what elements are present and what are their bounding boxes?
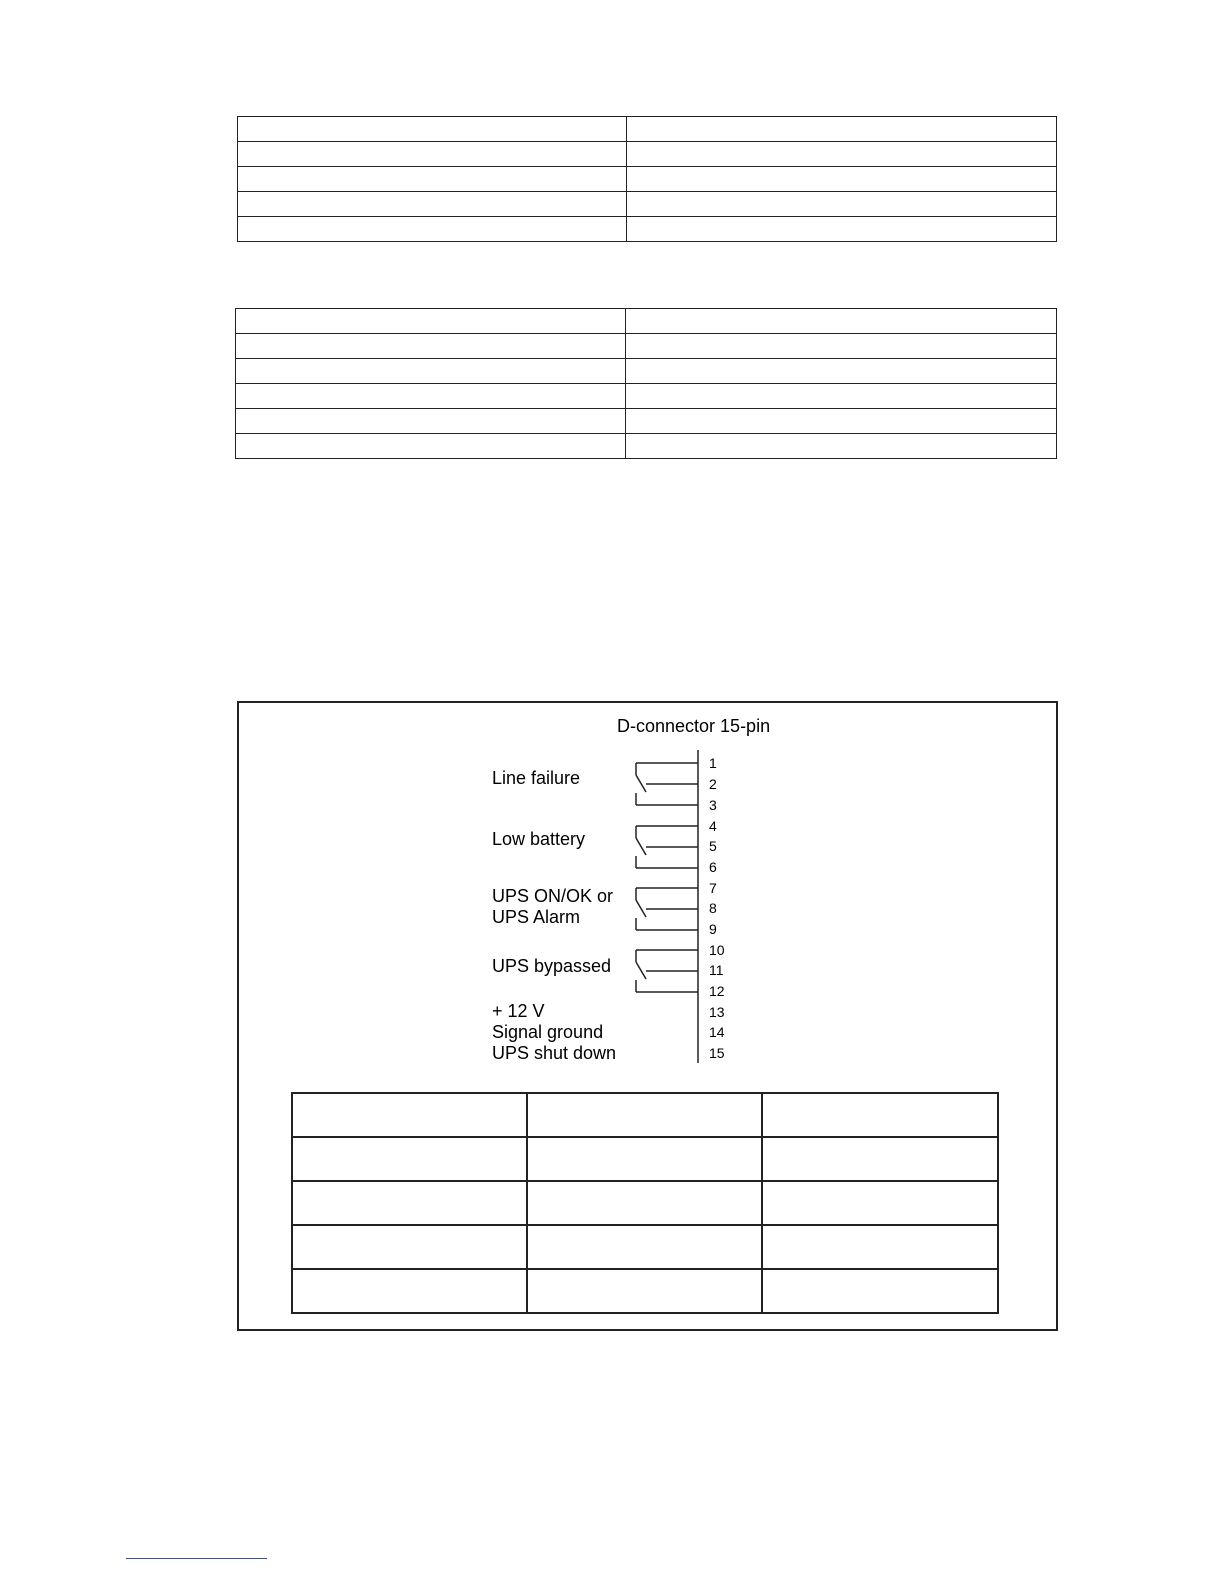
relay-contact-low-battery [636, 826, 698, 868]
table-row [292, 1269, 998, 1313]
relay-contact-line-failure [636, 763, 698, 805]
relay-contact-ups-bypassed [636, 950, 698, 992]
pin-number: 9 [709, 921, 717, 937]
pin-number: 13 [709, 1004, 725, 1020]
pin-number: 3 [709, 797, 717, 813]
diagram-title: D-connector 15-pin [617, 716, 771, 736]
pin-number: 11 [709, 962, 724, 978]
label-line-failure: Line failure [492, 768, 581, 788]
table-3 [291, 1092, 999, 1314]
pin-number: 8 [709, 900, 717, 916]
pin-number: 10 [709, 942, 725, 958]
pin-number: 7 [709, 880, 717, 896]
pin-number: 1 [709, 755, 717, 771]
pin-number: 6 [709, 859, 717, 875]
pin-number: 4 [709, 818, 717, 834]
label-ups-alarm: UPS Alarm [492, 907, 581, 927]
pin-number: 12 [709, 983, 725, 999]
table-row [292, 1181, 998, 1225]
pin-number: 2 [709, 776, 717, 792]
label-ups-shut-down: UPS shut down [492, 1043, 617, 1063]
pin-number: 15 [709, 1045, 725, 1061]
label-ups-on-ok: UPS ON/OK or [492, 886, 614, 906]
label-signal-ground: Signal ground [492, 1022, 604, 1042]
table-row [292, 1093, 998, 1137]
pin-number: 14 [709, 1024, 725, 1040]
pin-number: 5 [709, 838, 717, 854]
footnote-separator [126, 1558, 267, 1559]
label-low-battery: Low battery [492, 829, 586, 849]
relay-contact-ups-on-ok [636, 888, 698, 930]
label-plus-12v: + 12 V [492, 1001, 545, 1021]
table-row [292, 1225, 998, 1269]
label-ups-bypassed: UPS bypassed [492, 956, 612, 976]
table-row [292, 1137, 998, 1181]
